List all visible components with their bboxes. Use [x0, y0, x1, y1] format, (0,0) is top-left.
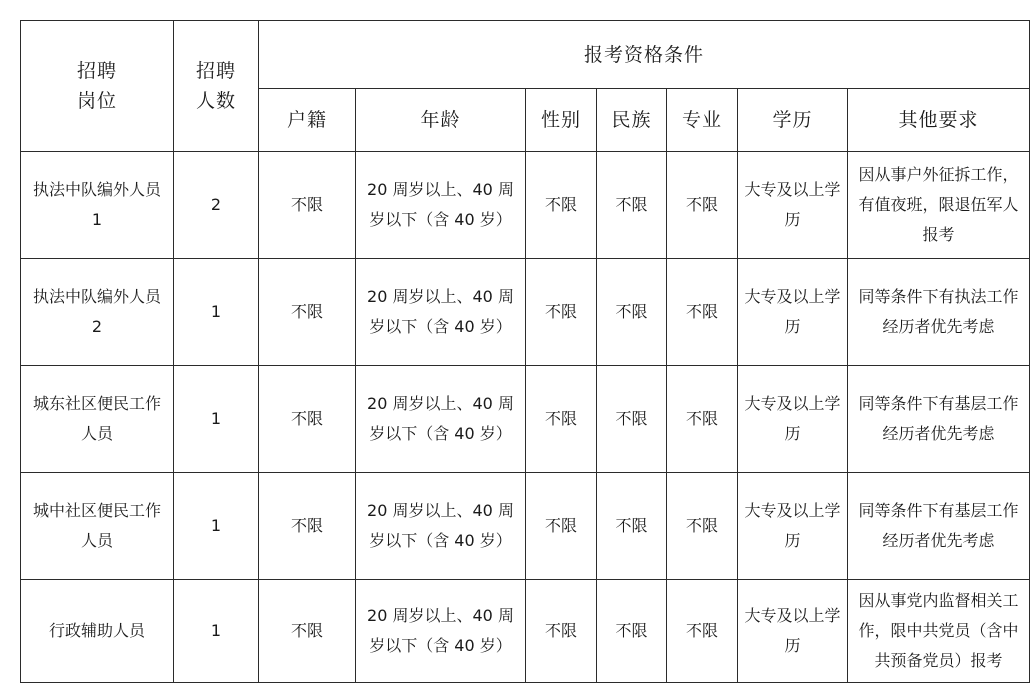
cell-education: 大专及以上学历 [738, 580, 848, 683]
cell-hukou: 不限 [259, 152, 356, 259]
cell-major: 不限 [667, 473, 738, 580]
cell-major: 不限 [667, 366, 738, 473]
table-row [21, 152, 1030, 259]
cell-position: 行政辅助人员 [21, 580, 174, 683]
cell-major: 不限 [667, 152, 738, 259]
cell-gender: 不限 [526, 259, 597, 366]
table-row [21, 473, 1030, 580]
cell-hukou: 不限 [259, 473, 356, 580]
cell-hukou: 不限 [259, 259, 356, 366]
cell-count: 1 [174, 473, 259, 580]
cell-gender: 不限 [526, 473, 597, 580]
cell-other: 同等条件下有执法工作经历者优先考虑 [848, 259, 1030, 366]
cell-major: 不限 [667, 259, 738, 366]
header-conditions: 报考资格条件 [259, 21, 1030, 89]
cell-other: 因从事户外征拆工作，有值夜班，限退伍军人报考 [848, 152, 1030, 259]
cell-age: 20 周岁以上、40 周岁以下（含 40 岁） [356, 473, 526, 580]
cell-count: 1 [174, 366, 259, 473]
table-row [21, 580, 1030, 683]
cell-ethnicity: 不限 [597, 473, 667, 580]
cell-education: 大专及以上学历 [738, 366, 848, 473]
cell-count: 1 [174, 580, 259, 683]
header-major: 专业 [667, 89, 738, 152]
cell-education: 大专及以上学历 [738, 152, 848, 259]
cell-age: 20 周岁以上、40 周岁以下（含 40 岁） [356, 366, 526, 473]
cell-position: 城中社区便民工作人员 [21, 473, 174, 580]
cell-count: 2 [174, 152, 259, 259]
table-row [21, 366, 1030, 473]
cell-hukou: 不限 [259, 366, 356, 473]
cell-ethnicity: 不限 [597, 152, 667, 259]
cell-other: 同等条件下有基层工作经历者优先考虑 [848, 473, 1030, 580]
header-row-top [21, 21, 1030, 89]
header-other: 其他要求 [848, 89, 1030, 152]
cell-ethnicity: 不限 [597, 580, 667, 683]
cell-gender: 不限 [526, 580, 597, 683]
header-hukou: 户籍 [259, 89, 356, 152]
cell-ethnicity: 不限 [597, 366, 667, 473]
cell-other: 同等条件下有基层工作经历者优先考虑 [848, 366, 1030, 473]
recruitment-table [20, 20, 1030, 683]
cell-major: 不限 [667, 580, 738, 683]
cell-gender: 不限 [526, 152, 597, 259]
cell-education: 大专及以上学历 [738, 473, 848, 580]
cell-age: 20 周岁以上、40 周岁以下（含 40 岁） [356, 152, 526, 259]
cell-gender: 不限 [526, 366, 597, 473]
header-count: 招聘 人数 [174, 21, 259, 152]
cell-ethnicity: 不限 [597, 259, 667, 366]
header-position: 招聘 岗位 [21, 21, 174, 152]
cell-other: 因从事党内监督相关工作，限中共党员（含中共预备党员）报考 [848, 580, 1030, 683]
header-age: 年龄 [356, 89, 526, 152]
header-ethnicity: 民族 [597, 89, 667, 152]
cell-hukou: 不限 [259, 580, 356, 683]
cell-position: 城东社区便民工作人员 [21, 366, 174, 473]
cell-position: 执法中队编外人员 2 [21, 259, 174, 366]
cell-count: 1 [174, 259, 259, 366]
cell-age: 20 周岁以上、40 周岁以下（含 40 岁） [356, 259, 526, 366]
header-gender: 性别 [526, 89, 597, 152]
cell-age: 20 周岁以上、40 周岁以下（含 40 岁） [356, 580, 526, 683]
header-education: 学历 [738, 89, 848, 152]
cell-education: 大专及以上学历 [738, 259, 848, 366]
table-row [21, 259, 1030, 366]
cell-position: 执法中队编外人员 1 [21, 152, 174, 259]
